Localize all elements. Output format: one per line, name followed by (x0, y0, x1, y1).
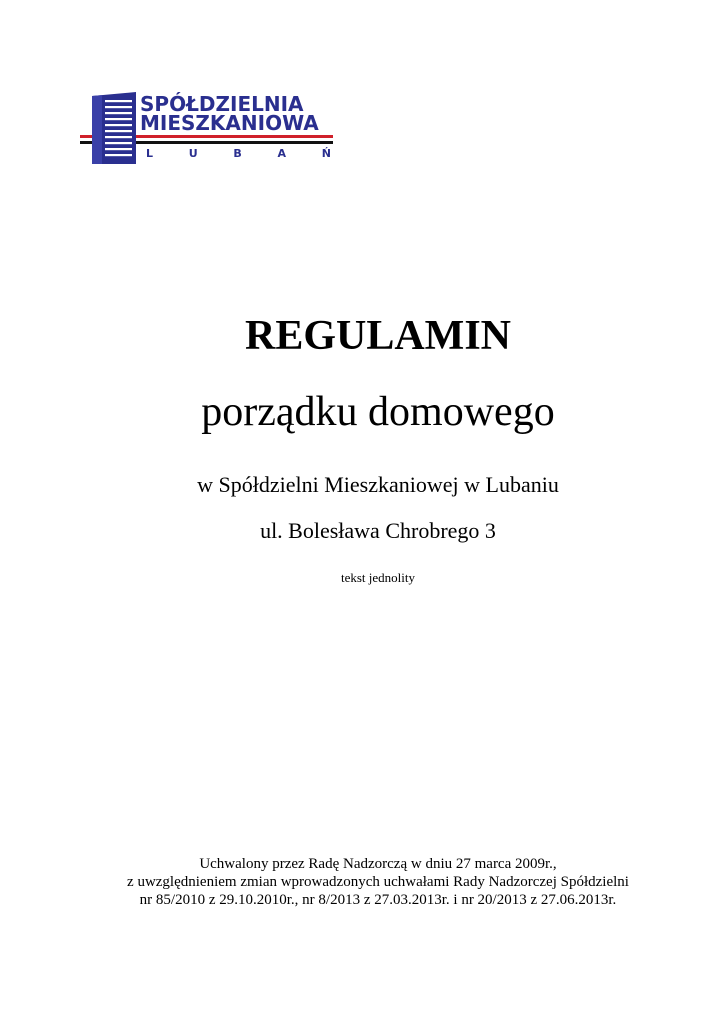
cooperative-address: ul. Bolesława Chrobrego 3 (260, 518, 496, 543)
logo-letter: L (146, 147, 154, 160)
logo-letter: U (188, 147, 198, 160)
logo-letter: B (233, 147, 242, 160)
logo-city-letters (146, 148, 331, 159)
building-icon (92, 92, 136, 164)
logo-line-1: SPÓŁDZIELNIA (140, 92, 304, 116)
cooperative-name: w Spółdzielni Mieszkaniowej w Lubaniu (197, 472, 559, 497)
document-subtitle: porządku domowego (201, 389, 555, 435)
logo-line-2: MIESZKANIOWA (140, 111, 319, 135)
unified-text-note: tekst jednolity (340, 570, 416, 585)
adoption-note (0, 855, 724, 909)
cooperative-logo (80, 90, 335, 165)
adoption-note-line-2: z uwzględnieniem zmian wprowadzonych uchwałami Rady Nadzorczej Spółdzielni (127, 874, 629, 890)
adoption-note-line-3: nr 85/2010 z 29.10.2010r., nr 8/2013 z 27.03.2013r. i nr 20/2013 z 27.06.2013r. (139, 892, 617, 908)
logo-letter: Ń (321, 147, 331, 160)
document-title: REGULAMIN (244, 313, 511, 359)
adoption-note-line-1: Uchwalony przez Radę Nadzorczą w dniu 27 marca 2009r., (199, 856, 557, 872)
logo-letter: A (277, 147, 287, 160)
